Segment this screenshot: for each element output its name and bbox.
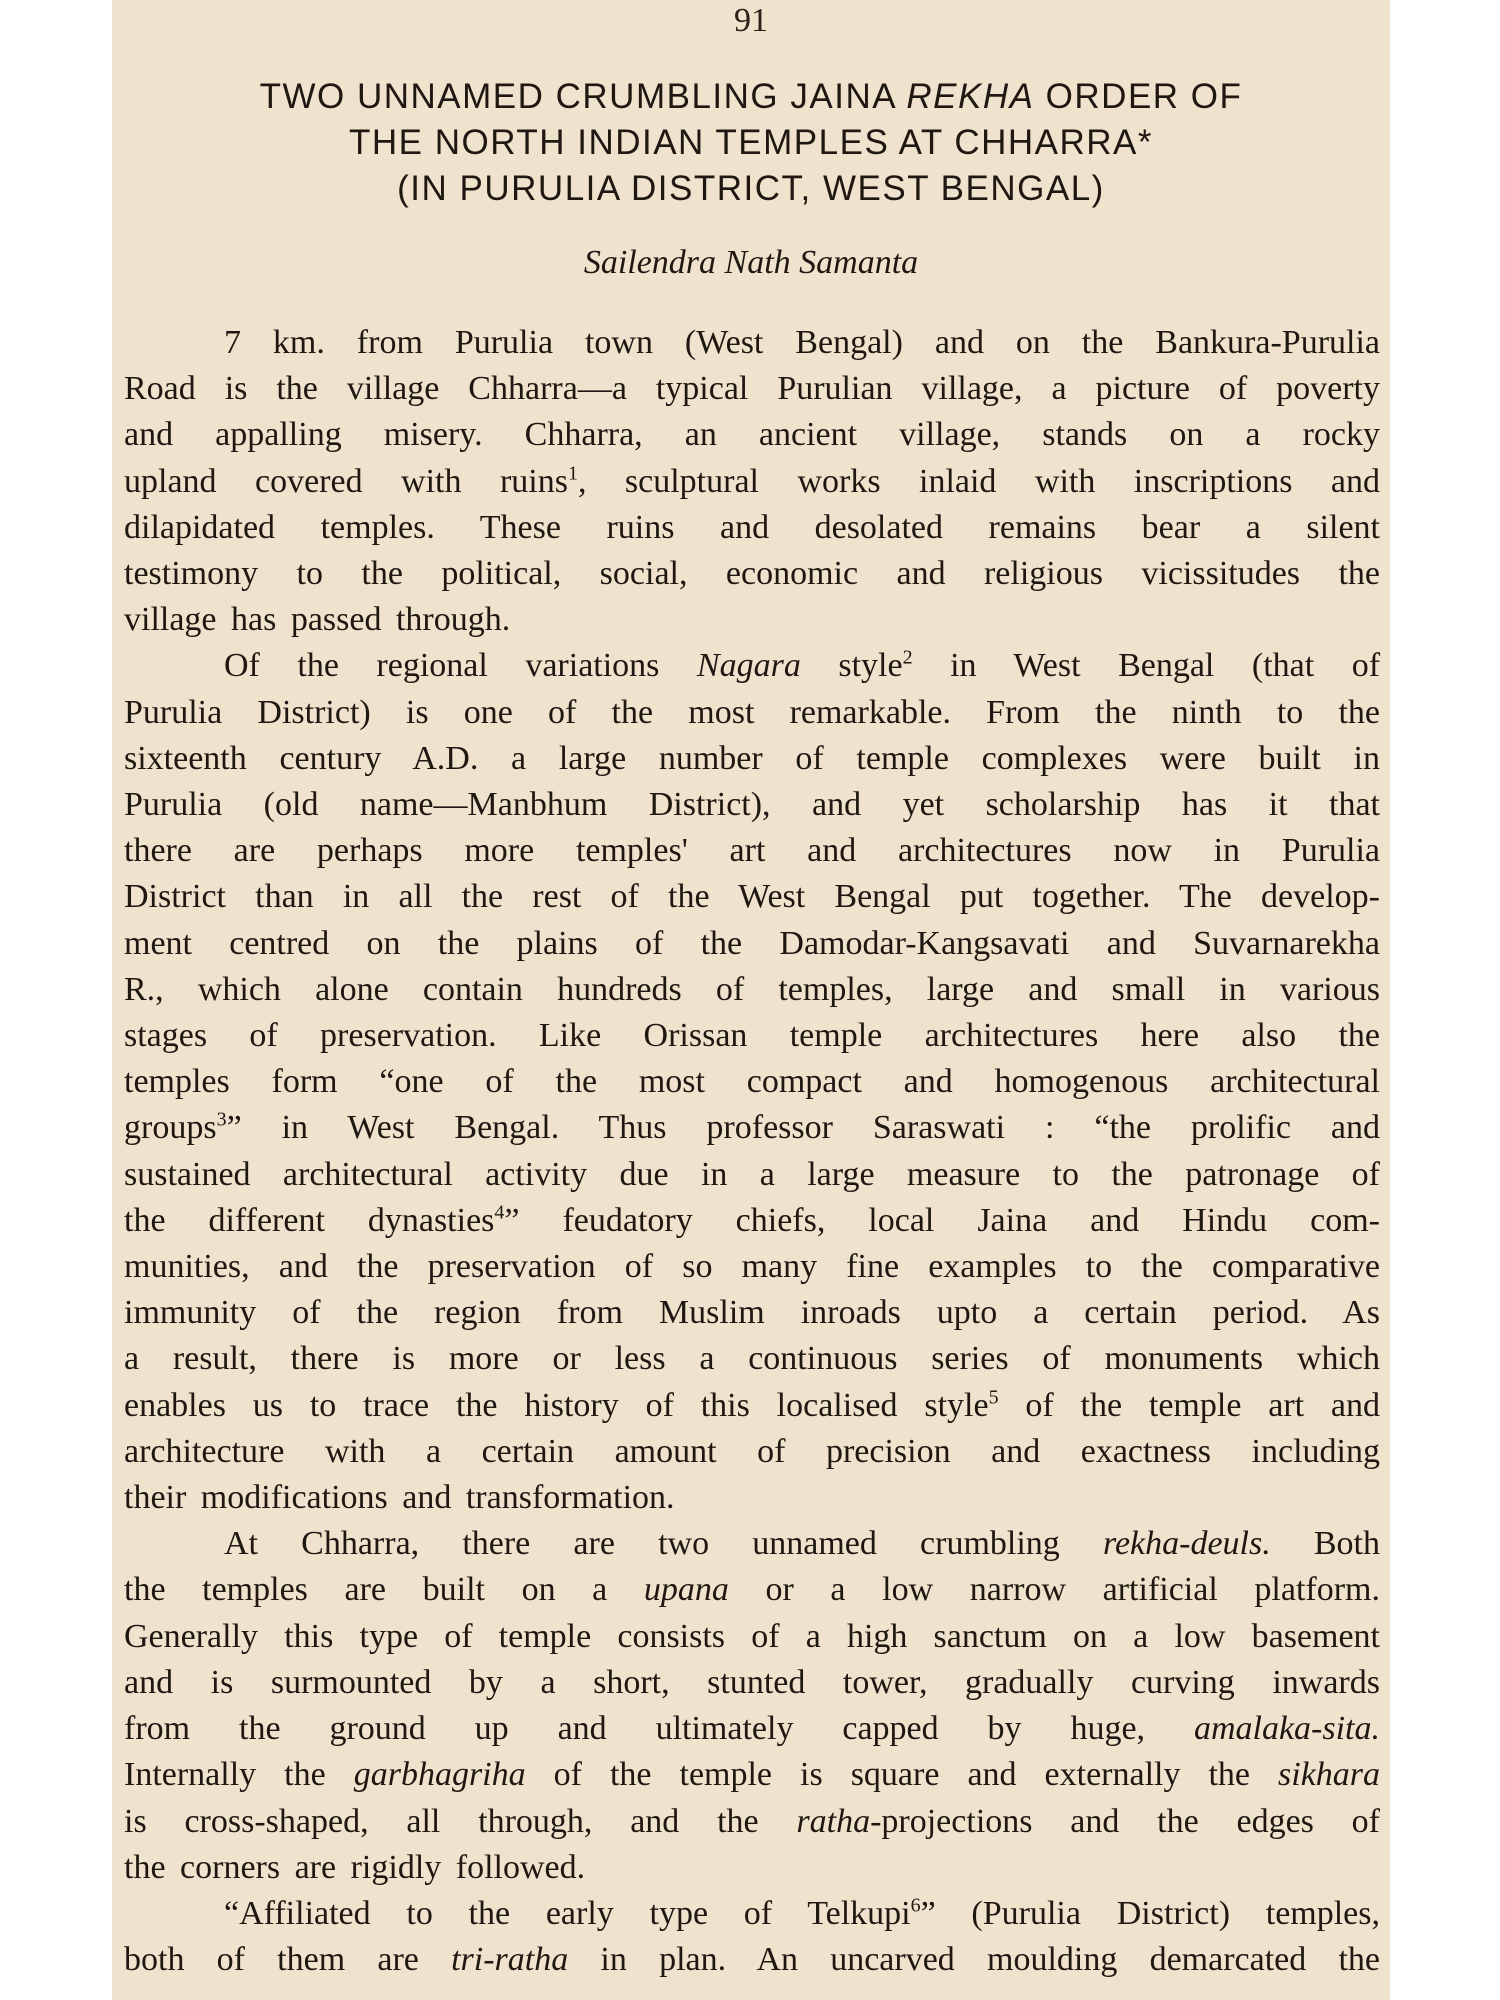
footnote-ref: 6 (910, 1894, 921, 1917)
paragraph-1-line: and appalling misery. Chharra, an ancient village, stands on a rocky (124, 416, 1380, 454)
paragraph-2-line: District than in all the rest of the West Bengal put together. The develop- (124, 878, 1380, 916)
footnote-ref: 5 (988, 1386, 999, 1409)
paragraph-2-line: the different dynasties$^4$” feudatory chiefs, local Jaina and Hindu com- (124, 1201, 1380, 1239)
paragraph-2-line: their modifications and transformation. (124, 1479, 675, 1517)
page-number: 91 (734, 2, 768, 39)
article-title (142, 74, 1360, 212)
title-line-3: (IN PURULIA DISTRICT, WEST BENGAL) (397, 169, 1105, 208)
footnote-ref: 3 (216, 1109, 227, 1132)
paragraph-1-line: Road is the village Chharra—a typical Purulian village, a picture of poverty (124, 370, 1380, 408)
paragraph-1-line: village has passed through. (124, 601, 511, 639)
paragraph-2-line: a result, there is more or less a continuous series of monuments which (124, 1340, 1380, 1378)
paragraph-3-line: the corners are rigidly followed. (124, 1848, 586, 1886)
footnote-ref: 2 (902, 647, 913, 670)
title-line-1: TWO UNNAMED CRUMBLING JAINA REKHA ORDER OF (259, 77, 1243, 116)
paragraph-3-line: Generally this type of temple consists of a high sanctum on a low basement (124, 1617, 1380, 1655)
paragraph-4-line: both of them are tri-ratha in plan. An uncarved moulding demarcated the (124, 1941, 1380, 1979)
paragraph-4-line: “Affiliated to the early type of Telkupi$^6$” (Purulia District) temples, (224, 1894, 1380, 1932)
footnote-ref: 1 (567, 462, 578, 485)
paragraph-2-line: temples form “one of the most compact and homogenous architectural (124, 1063, 1380, 1101)
paragraph-2-line: sustained architectural activity due in a large measure to the patronage of (124, 1155, 1380, 1193)
paragraph-3-line: is cross-shaped, all through, and the ratha-projections and the edges of (124, 1802, 1381, 1840)
paragraph-3-line: from the ground up and ultimately capped by huge, amalaka-sita. (124, 1710, 1380, 1748)
author-name: Sailendra Nath Samanta (583, 244, 919, 281)
paragraph-3-line: Internally the garbhagriha of the temple is square and externally the sikhara (124, 1756, 1381, 1794)
paragraph-2-line: enables us to trace the history of this localised style$^5$ of the temple art and (124, 1386, 1380, 1424)
paragraph-3-line: At Chharra, there are two unnamed crumbling rekha-deuls. Both (224, 1525, 1381, 1563)
paragraph-2-line: Purulia (old name—Manbhum District), and yet scholarship has it that (124, 786, 1380, 824)
paragraph-2-line: architecture with a certain amount of precision and exactness including (124, 1432, 1380, 1470)
article-body (124, 320, 1380, 1983)
paragraph-2-line: ment centred on the plains of the Damodar-Kangsavati and Suvarnarekha (124, 924, 1380, 962)
paragraph-1-line: dilapidated temples. These ruins and desolated remains bear a silent (124, 508, 1380, 546)
paragraph-2-line: Of the regional variations Nagara style$^2$ in West Bengal (that of (224, 647, 1381, 685)
paragraph-2-line: sixteenth century A.D. a large number of temple complexes were built in (124, 739, 1380, 777)
paragraph-2-line: groups$^3$” in West Bengal. Thus professor Saraswati : “the prolific and (124, 1109, 1380, 1147)
paragraph-2-line: there are perhaps more temples' art and architectures now in Purulia (124, 832, 1380, 870)
paragraph-1-line: upland covered with ruins$^1$, sculptural works inlaid with inscriptions and (124, 462, 1381, 500)
footnote-ref: 4 (494, 1201, 505, 1224)
paragraph-2-line: Purulia District) is one of the most remarkable. From the ninth to the (124, 693, 1380, 731)
paragraph-1-line: 7 km. from Purulia town (West Bengal) and on the Bankura-Purulia (224, 324, 1380, 361)
paragraph-1-line: testimony to the political, social, economic and religious vicissitudes the (124, 555, 1380, 593)
paragraph-2-line: immunity of the region from Muslim inroads upto a certain period. As (124, 1294, 1380, 1332)
paragraph-3-line: the temples are built on a upana or a low narrow artificial platform. (124, 1571, 1380, 1609)
title-line-2: THE NORTH INDIAN TEMPLES AT CHHARRA* (348, 123, 1154, 162)
paragraph-3-line: and is surmounted by a short, stunted tower, gradually curving inwards (124, 1663, 1380, 1701)
paragraph-2-line: munities, and the preservation of so many fine examples to the comparative (124, 1248, 1380, 1286)
paragraph-2-line: stages of preservation. Like Orissan temple architectures here also the (124, 1017, 1380, 1055)
book-page (112, 0, 1390, 2000)
paragraph-2-line: R., which alone contain hundreds of temples, large and small in various (124, 970, 1380, 1008)
